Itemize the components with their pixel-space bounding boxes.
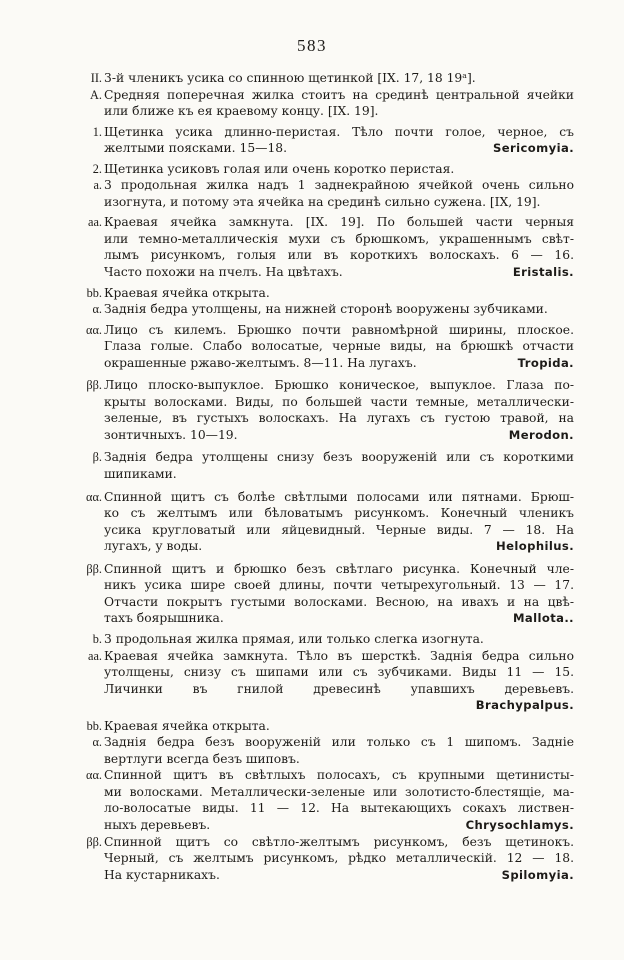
- genus-name: Sericomyia.: [493, 141, 574, 156]
- entry-line: шипиками.: [104, 467, 177, 482]
- key-entry: [86, 301, 574, 318]
- entry-line: Краевая ячейка замкнута. [IX. 19]. По большей части черныя: [104, 215, 574, 230]
- entry-marker: 2.: [92, 161, 102, 176]
- entry-marker: αα.: [86, 322, 102, 337]
- entry-marker: A.: [90, 87, 102, 102]
- entry-line: крыты волосками. Виды, по большей части темные, металлически-: [104, 394, 574, 409]
- entry-line: окрашенные ржаво-желтымъ. 8—11. На лугахъ.: [104, 355, 417, 370]
- key-entry: [86, 177, 574, 210]
- entry-line: ми волосками. Металлически-зеленые или золотисто-блестящіе, ма-: [104, 784, 574, 799]
- genus-name: Tropida.: [517, 355, 574, 370]
- entry-line: Личинки въ гнилой древесинѣ упавшихъ деревьевъ.: [104, 681, 574, 696]
- key-entry: [86, 449, 574, 482]
- entry-line: изогнута, и потому эта ячейка на срединѣ сильно сужена. [IX, 19].: [104, 194, 541, 209]
- entry-line: зонтичныхъ. 10—19.: [104, 427, 238, 442]
- genus-name: Brachypalpus.: [475, 698, 574, 713]
- entry-line: 3 продольная жилка надъ 1 заднекрайною ячейкой очень сильно: [104, 178, 574, 193]
- entry-marker: β.: [92, 450, 102, 465]
- key-entry: [86, 70, 574, 87]
- genus-name: Chrysochlamys.: [465, 817, 574, 832]
- genus-name: Mallota..: [512, 611, 574, 626]
- entry-line: или темно-металлическія мухи съ брюшкомъ, украшеннымъ свѣт-: [104, 231, 574, 246]
- key-entry: [86, 322, 574, 372]
- entry-last-line: [104, 610, 574, 627]
- entry-last-line: [104, 538, 574, 555]
- entry-marker: bb.: [86, 718, 102, 733]
- entry-marker: aa.: [88, 215, 102, 230]
- entry-line: Краевая ячейка открыта.: [104, 285, 270, 300]
- key-entry: [86, 87, 574, 120]
- entry-line: Заднія бедра утолщены, на нижней сторонѣ вооружены зубчиками.: [104, 302, 548, 317]
- entry-marker: α.: [92, 302, 102, 317]
- key-entry: [86, 377, 574, 443]
- entry-line: 3-й членикъ усика со спинною щетинкой [IX. 17, 18 19ᵃ].: [104, 71, 476, 85]
- entry-line: На кустарникахъ.: [104, 867, 220, 882]
- entry-marker: ββ.: [86, 834, 102, 849]
- entry-line: Заднія бедра утолщены снизу безъ вооруженій или съ короткими: [104, 450, 574, 465]
- key-entry: [86, 631, 574, 648]
- entry-line: желтыми поясками. 15—18.: [104, 141, 288, 156]
- key-entry: [86, 718, 574, 735]
- key-entry: [86, 734, 574, 767]
- page-number: 583: [297, 36, 327, 55]
- entry-last-line: [104, 355, 574, 372]
- key-entry: [86, 285, 574, 302]
- entry-last-line: [104, 427, 574, 444]
- entry-last-line: [104, 264, 574, 281]
- genus-name: Merodon.: [508, 427, 574, 442]
- entry-line: Черный, съ желтымъ рисункомъ, рѣдко металлическій. 12 — 18.: [104, 851, 574, 866]
- entry-line: Часто похожи на пчелъ. На цвѣтахъ.: [104, 265, 343, 280]
- entry-marker: α.: [92, 735, 102, 750]
- entry-marker: a.: [93, 178, 102, 193]
- entry-line: ко съ желтымъ или бѣловатымъ рисункомъ. Конечный членикъ: [104, 506, 574, 521]
- key-entry: [86, 767, 574, 833]
- key-entry: [86, 561, 574, 627]
- entry-last-line: [104, 140, 574, 157]
- entry-line: Глаза голые. Слабо волосатые, черные виды, на брюшкѣ отчасти: [104, 339, 574, 354]
- entry-marker: αα.: [86, 489, 102, 504]
- entry-line: Лицо плоско-выпуклое. Брюшко коническое, выпуклое. Глаза по-: [104, 378, 574, 393]
- entry-line: или ближе къ ея краевому концу. [IX. 19].: [104, 104, 379, 119]
- genus-name: Helophilus.: [496, 539, 574, 554]
- entry-line: Спинной щитъ въ свѣтлыхъ полосахъ, съ крупными щетинисты-: [104, 768, 574, 783]
- key-entry: [86, 489, 574, 555]
- entry-line: ло-волосатые виды. 11 — 12. На вытекающихъ сокахъ листвен-: [104, 801, 574, 816]
- entry-line: Заднія бедра безъ вооруженій или только съ 1 шипомъ. Заднiе: [104, 735, 574, 750]
- entry-line: Щетинка усиковъ голая или очень коротко перистая.: [104, 161, 455, 176]
- genus-name: Eristalis.: [512, 265, 574, 280]
- entry-marker: aa.: [88, 648, 102, 663]
- entry-marker: 1.: [92, 124, 102, 139]
- entry-line: никъ усика шире своей длины, почти четырехугольный. 13 — 17.: [104, 578, 574, 593]
- entry-line: лымъ рисункомъ, голыя или въ короткихъ волоскахъ. 6 — 16.: [104, 248, 574, 263]
- key-entry: [86, 161, 574, 178]
- entry-line: 3 продольная жилка прямая, или только слегка изогнута.: [104, 631, 484, 646]
- entry-line: усика кругловатый или яйцевидный. Черные виды. 7 — 18. На: [104, 522, 574, 537]
- entry-line: Средняя поперечная жилка стоитъ на срединѣ центральной ячейки: [104, 87, 574, 102]
- entry-marker: αα.: [86, 768, 102, 783]
- entry-line: Спинной щитъ и брюшко безъ свѣтлаго рисунка. Конечный чле-: [104, 561, 574, 576]
- key-entry: [86, 124, 574, 157]
- entry-line: вертлуги всегда безъ шиповъ.: [104, 751, 300, 766]
- entry-line: Спинной щитъ со свѣтло-желтымъ рисункомъ, безъ щетинокъ.: [104, 834, 574, 849]
- key-entry: [86, 834, 574, 884]
- entry-marker: II.: [90, 71, 102, 85]
- entry-line: зеленые, въ густыхъ волоскахъ. На лугахъ съ густою травой, на: [104, 411, 574, 426]
- entry-line: утолщены, снизу съ шипами или съ зубчиками. Виды 11 — 15.: [104, 665, 574, 680]
- entry-line: Лицо съ килемъ. Брюшко почти равномѣрной ширины, плоское.: [104, 322, 574, 337]
- entry-marker: b.: [92, 631, 102, 646]
- entry-marker: ββ.: [86, 561, 102, 576]
- entry-line: Отчасти покрытъ густыми волосками. Весною, на ивахъ и на цвѣ-: [104, 594, 574, 609]
- entry-last-line: [104, 817, 574, 834]
- key-entry: [86, 214, 574, 280]
- entry-line: Спинной щитъ съ болѣе свѣтлыми полосами или пятнами. Брюш-: [104, 489, 574, 504]
- entry-line: тахъ боярышника.: [104, 611, 224, 626]
- entry-line: лугахъ, у воды.: [104, 539, 203, 554]
- key-entry: [86, 648, 574, 714]
- entry-line: Краевая ячейка открыта.: [104, 718, 270, 733]
- genus-name: Spilomyia.: [501, 867, 574, 882]
- entry-marker: bb.: [86, 285, 102, 300]
- entry-line: Щетинка усика длинно-перистая. Тѣло почти голое, черное, съ: [104, 124, 574, 139]
- entry-line: Краевая ячейка замкнута. Тѣло въ шерсткѣ. Заднія бедра сильно: [104, 648, 574, 663]
- key-text: [86, 70, 574, 883]
- entry-line: ныхъ деревьевъ.: [104, 817, 211, 832]
- entry-last-line: [104, 867, 574, 884]
- entry-marker: ββ.: [86, 378, 102, 393]
